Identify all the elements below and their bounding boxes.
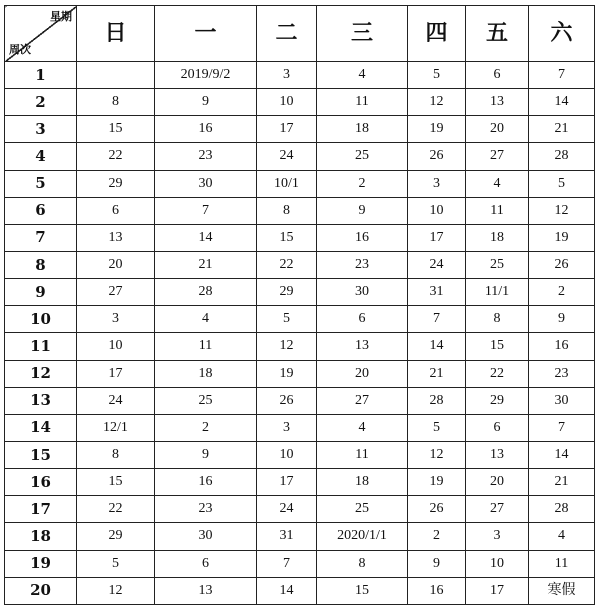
date-cell: 2 [317,170,408,197]
calendar-body [5,62,595,605]
week-number-cell: 9 [5,279,77,306]
date-cell: 25 [466,251,529,278]
date-cell: 23 [317,251,408,278]
date-cell: 5 [529,170,595,197]
date-cell: 6 [155,550,257,577]
week-row [5,387,595,414]
week-number-cell: 16 [5,469,77,496]
date-cell: 30 [529,387,595,414]
date-cell: 13 [77,224,155,251]
week-number-cell: 3 [5,116,77,143]
week-row [5,143,595,170]
date-cell: 15 [77,469,155,496]
week-row [5,441,595,468]
date-cell: 19 [529,224,595,251]
date-cell: 3 [257,62,317,89]
date-cell: 26 [257,387,317,414]
date-cell: 5 [408,62,466,89]
week-row [5,197,595,224]
date-cell: 11 [155,333,257,360]
weekday-header-mon: 一 [155,6,257,62]
date-cell: 8 [466,306,529,333]
date-cell: 29 [77,170,155,197]
date-cell: 24 [257,143,317,170]
weekday-header-tue: 二 [257,6,317,62]
date-cell: 2019/9/2 [155,62,257,89]
date-cell: 17 [257,116,317,143]
date-cell: 23 [155,143,257,170]
date-cell: 4 [317,62,408,89]
date-cell: 7 [408,306,466,333]
date-cell: 22 [77,143,155,170]
corner-header-cell [5,6,77,62]
date-cell: 9 [529,306,595,333]
week-axis-label: 周次 [9,43,31,56]
week-number-cell: 1 [5,62,77,89]
date-cell: 27 [317,387,408,414]
date-cell: 22 [257,251,317,278]
weekday-axis-label: 星期 [50,10,72,23]
date-cell: 寒假 [529,577,595,604]
date-cell: 30 [317,279,408,306]
week-number-cell: 13 [5,387,77,414]
date-cell: 12 [408,89,466,116]
week-row [5,170,595,197]
week-number-cell: 12 [5,360,77,387]
date-cell: 9 [408,550,466,577]
date-cell: 15 [466,333,529,360]
weekday-header-sun: 日 [77,6,155,62]
date-cell: 19 [408,116,466,143]
week-number-cell: 17 [5,496,77,523]
date-cell: 18 [155,360,257,387]
date-cell: 11 [466,197,529,224]
week-row [5,62,595,89]
date-cell: 7 [529,414,595,441]
date-cell: 6 [466,414,529,441]
date-cell: 21 [529,469,595,496]
week-row [5,306,595,333]
week-row [5,333,595,360]
date-cell: 5 [257,306,317,333]
date-cell: 14 [529,441,595,468]
date-cell: 6 [466,62,529,89]
date-cell: 20 [466,116,529,143]
date-cell: 21 [529,116,595,143]
date-cell: 19 [408,469,466,496]
week-number-cell: 5 [5,170,77,197]
date-cell: 9 [317,197,408,224]
date-cell: 30 [155,523,257,550]
school-calendar-table [4,5,595,605]
weekday-header-thu: 四 [408,6,466,62]
date-cell: 26 [408,143,466,170]
week-number-cell: 6 [5,197,77,224]
date-cell: 10 [408,197,466,224]
date-cell: 28 [529,143,595,170]
date-cell: 15 [317,577,408,604]
date-cell: 16 [155,116,257,143]
date-cell: 15 [77,116,155,143]
date-cell: 21 [155,251,257,278]
date-cell: 17 [77,360,155,387]
date-cell: 5 [408,414,466,441]
week-row [5,116,595,143]
date-cell: 12 [529,197,595,224]
date-cell: 17 [408,224,466,251]
date-cell: 9 [155,89,257,116]
date-cell: 25 [317,143,408,170]
date-cell: 16 [155,469,257,496]
date-cell: 16 [408,577,466,604]
week-number-cell: 7 [5,224,77,251]
date-cell: 6 [317,306,408,333]
date-cell: 27 [466,496,529,523]
week-number-cell: 10 [5,306,77,333]
date-cell: 10 [257,89,317,116]
date-cell: 23 [155,496,257,523]
date-cell: 13 [466,89,529,116]
week-number-cell: 2 [5,89,77,116]
date-cell: 29 [257,279,317,306]
weekday-header-fri: 五 [466,6,529,62]
week-number-cell: 18 [5,523,77,550]
date-cell: 7 [529,62,595,89]
date-cell: 27 [77,279,155,306]
week-number-cell: 8 [5,251,77,278]
date-cell: 30 [155,170,257,197]
week-row [5,224,595,251]
date-cell: 13 [155,577,257,604]
date-cell: 14 [529,89,595,116]
date-cell: 28 [408,387,466,414]
date-cell: 20 [317,360,408,387]
date-cell: 2 [408,523,466,550]
date-cell: 26 [408,496,466,523]
week-row [5,523,595,550]
date-cell: 24 [257,496,317,523]
date-cell: 12 [408,441,466,468]
date-cell: 20 [77,251,155,278]
date-cell: 8 [77,441,155,468]
date-cell: 29 [77,523,155,550]
date-cell: 2 [529,279,595,306]
date-cell: 14 [408,333,466,360]
date-cell: 28 [529,496,595,523]
date-cell: 4 [317,414,408,441]
date-cell: 31 [408,279,466,306]
date-cell: 8 [77,89,155,116]
date-cell: 18 [317,116,408,143]
week-row [5,496,595,523]
week-number-cell: 15 [5,441,77,468]
week-row [5,469,595,496]
date-cell: 13 [466,441,529,468]
date-cell: 31 [257,523,317,550]
week-number-cell: 19 [5,550,77,577]
date-cell: 12 [77,577,155,604]
date-cell: 4 [466,170,529,197]
date-cell: 8 [257,197,317,224]
date-cell: 22 [77,496,155,523]
date-cell: 4 [529,523,595,550]
date-cell: 14 [155,224,257,251]
date-cell: 29 [466,387,529,414]
date-cell: 11 [317,89,408,116]
weekday-header-sat: 六 [529,6,595,62]
week-row [5,550,595,577]
week-number-cell: 14 [5,414,77,441]
date-cell: 2 [155,414,257,441]
date-cell: 8 [317,550,408,577]
week-row [5,360,595,387]
date-cell: 2020/1/1 [317,523,408,550]
date-cell: 7 [155,197,257,224]
date-cell: 4 [155,306,257,333]
date-cell: 3 [257,414,317,441]
date-cell: 11 [317,441,408,468]
date-cell: 3 [77,306,155,333]
date-cell: 3 [408,170,466,197]
week-number-cell: 4 [5,143,77,170]
date-cell: 10/1 [257,170,317,197]
date-cell: 24 [408,251,466,278]
week-row [5,577,595,604]
date-cell: 24 [77,387,155,414]
date-cell: 18 [317,469,408,496]
date-cell: 10 [257,441,317,468]
date-cell: 18 [466,224,529,251]
date-cell: 27 [466,143,529,170]
date-cell: 25 [317,496,408,523]
date-cell: 9 [155,441,257,468]
date-cell: 13 [317,333,408,360]
date-cell: 19 [257,360,317,387]
date-cell: 11 [529,550,595,577]
date-cell: 14 [257,577,317,604]
header-row [5,6,595,62]
date-cell: 12/1 [77,414,155,441]
week-row [5,414,595,441]
date-cell: 16 [317,224,408,251]
date-cell: 10 [466,550,529,577]
date-cell: 17 [466,577,529,604]
date-cell: 6 [77,197,155,224]
week-row [5,279,595,306]
date-cell: 7 [257,550,317,577]
date-cell: 20 [466,469,529,496]
week-number-cell: 20 [5,577,77,604]
date-cell: 11/1 [466,279,529,306]
week-number-cell: 11 [5,333,77,360]
date-cell: 17 [257,469,317,496]
date-cell: 15 [257,224,317,251]
weekday-header-wed: 三 [317,6,408,62]
date-cell: 23 [529,360,595,387]
date-cell: 12 [257,333,317,360]
date-cell: 26 [529,251,595,278]
date-cell [77,62,155,89]
week-row [5,89,595,116]
date-cell: 28 [155,279,257,306]
date-cell: 16 [529,333,595,360]
date-cell: 10 [77,333,155,360]
date-cell: 5 [77,550,155,577]
calendar-container [4,5,594,605]
week-row [5,251,595,278]
date-cell: 22 [466,360,529,387]
date-cell: 3 [466,523,529,550]
date-cell: 21 [408,360,466,387]
date-cell: 25 [155,387,257,414]
